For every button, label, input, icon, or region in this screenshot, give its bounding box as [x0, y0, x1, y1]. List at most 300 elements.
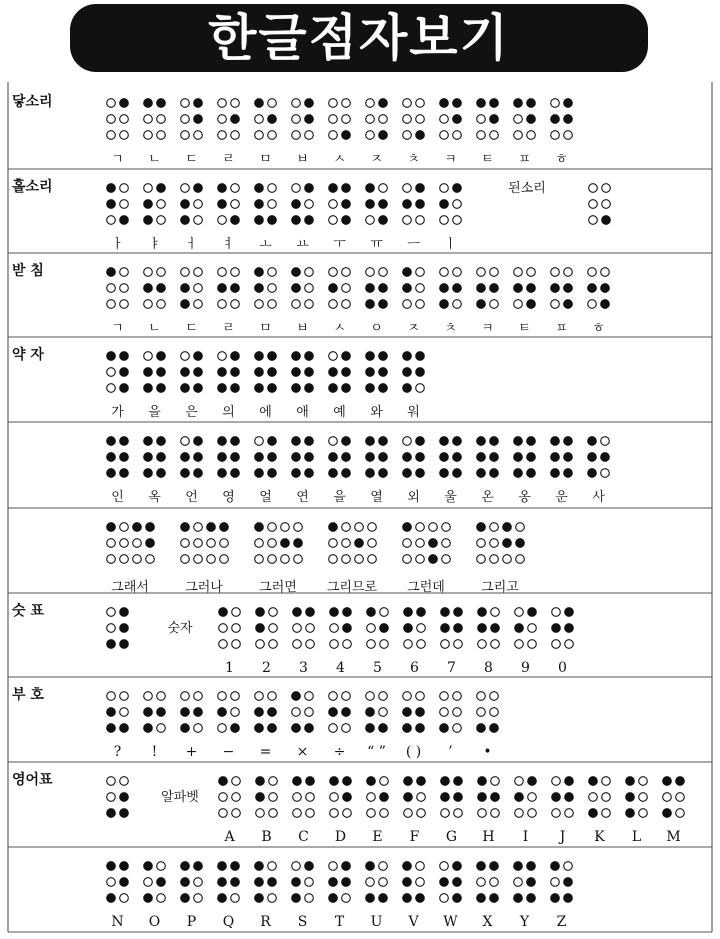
- raised-dot: [343, 777, 352, 786]
- flat-dot: [440, 268, 449, 277]
- section-label: 숫 표: [12, 603, 44, 619]
- raised-dot: [514, 437, 523, 446]
- raised-dot: [231, 352, 240, 361]
- braille-cell: [366, 692, 388, 733]
- flat-dot: [639, 777, 648, 786]
- raised-dot: [157, 99, 166, 108]
- flat-dot: [157, 268, 166, 277]
- braille-cell: [218, 692, 240, 733]
- raised-dot: [503, 523, 512, 532]
- cell-caption: J: [559, 829, 566, 845]
- section-label: 닿소리: [12, 94, 53, 110]
- braille-cell: [440, 692, 462, 733]
- flat-dot: [194, 894, 203, 903]
- flat-dot: [416, 523, 425, 532]
- raised-dot: [268, 708, 277, 717]
- flat-dot: [367, 793, 376, 802]
- raised-dot: [404, 624, 413, 633]
- raised-dot: [379, 131, 388, 140]
- flat-dot: [564, 131, 573, 140]
- braille-cell: [440, 99, 462, 140]
- raised-dot: [478, 793, 487, 802]
- cell-caption: G: [445, 829, 458, 845]
- raised-dot: [120, 878, 129, 887]
- braille-cell: [663, 777, 685, 818]
- flat-dot: [255, 115, 264, 124]
- flat-dot: [120, 200, 129, 209]
- section-label: 받 침: [12, 263, 44, 279]
- flat-dot: [107, 216, 116, 225]
- flat-dot: [528, 793, 537, 802]
- raised-dot: [255, 878, 264, 887]
- raised-dot: [329, 453, 338, 462]
- flat-dot: [403, 184, 412, 193]
- flat-dot: [663, 793, 672, 802]
- flat-dot: [231, 200, 240, 209]
- flat-dot: [440, 184, 449, 193]
- raised-dot: [329, 469, 338, 478]
- flat-dot: [329, 724, 338, 733]
- raised-dot: [440, 300, 449, 309]
- raised-dot: [342, 862, 351, 871]
- raised-dot: [366, 284, 375, 293]
- flat-dot: [255, 131, 264, 140]
- raised-dot: [477, 437, 486, 446]
- cell-caption: +: [185, 744, 198, 760]
- raised-dot: [255, 368, 264, 377]
- flat-dot: [194, 539, 203, 548]
- raised-dot: [602, 216, 611, 225]
- flat-dot: [107, 793, 116, 802]
- raised-dot: [527, 469, 536, 478]
- flat-dot: [342, 539, 351, 548]
- raised-dot: [626, 809, 635, 818]
- raised-dot: [256, 793, 265, 802]
- flat-dot: [293, 793, 302, 802]
- braille-cell: [552, 777, 574, 818]
- flat-dot: [417, 624, 426, 633]
- raised-dot: [305, 453, 314, 462]
- raised-dot: [551, 115, 560, 124]
- raised-dot: [181, 708, 190, 717]
- flat-dot: [342, 115, 351, 124]
- cell-caption: ㅅ: [333, 321, 346, 336]
- flat-dot: [515, 809, 524, 818]
- raised-dot: [453, 878, 462, 887]
- flat-dot: [416, 555, 425, 564]
- raised-dot: [565, 793, 574, 802]
- braille-cell: [589, 184, 611, 225]
- braille-cell: [477, 523, 499, 564]
- flat-dot: [551, 300, 560, 309]
- braille-cell: [588, 437, 610, 478]
- flat-dot: [552, 777, 561, 786]
- flat-dot: [292, 708, 301, 717]
- flat-dot: [440, 115, 449, 124]
- flat-dot: [442, 539, 451, 548]
- flat-dot: [306, 793, 315, 802]
- flat-dot: [181, 437, 190, 446]
- cell-caption: ㅓ: [185, 237, 198, 252]
- raised-dot: [355, 539, 364, 548]
- flat-dot: [120, 184, 129, 193]
- flat-dot: [528, 640, 537, 649]
- braille-cell: [514, 862, 536, 903]
- raised-dot: [564, 453, 573, 462]
- flat-dot: [329, 555, 338, 564]
- raised-dot: [403, 708, 412, 717]
- braille-cell: [477, 692, 499, 733]
- raised-dot: [305, 469, 314, 478]
- raised-dot: [120, 469, 129, 478]
- raised-dot: [255, 99, 264, 108]
- cell-caption: R: [260, 914, 271, 930]
- flat-dot: [355, 523, 364, 532]
- flat-dot: [676, 809, 685, 818]
- raised-dot: [218, 878, 227, 887]
- raised-dot: [181, 368, 190, 377]
- braille-cell: [403, 99, 425, 140]
- flat-dot: [355, 555, 364, 564]
- raised-dot: [194, 352, 203, 361]
- flat-dot: [231, 184, 240, 193]
- flat-dot: [181, 555, 190, 564]
- braille-cell: [330, 777, 352, 818]
- braille-cell: [107, 437, 129, 478]
- cell-caption: ㅑ: [148, 237, 161, 252]
- raised-dot: [454, 777, 463, 786]
- raised-dot: [403, 453, 412, 462]
- raised-dot: [231, 469, 240, 478]
- flat-dot: [144, 131, 153, 140]
- raised-dot: [416, 708, 425, 717]
- flat-dot: [219, 793, 228, 802]
- flat-dot: [440, 894, 449, 903]
- braille-cell: [218, 184, 240, 225]
- raised-dot: [144, 894, 153, 903]
- flat-dot: [268, 200, 277, 209]
- cell-caption: F: [409, 829, 420, 845]
- braille-cell: [292, 268, 314, 309]
- cell-caption: ㅏ: [111, 237, 124, 252]
- braille-cell: [292, 352, 314, 393]
- cell-caption: 운: [555, 490, 568, 505]
- flat-dot: [342, 300, 351, 309]
- raised-dot: [268, 216, 277, 225]
- raised-dot: [527, 115, 536, 124]
- braille-cell: [144, 692, 166, 733]
- flat-dot: [305, 878, 314, 887]
- raised-dot: [588, 437, 597, 446]
- flat-dot: [601, 268, 610, 277]
- raised-dot: [515, 624, 524, 633]
- raised-dot: [120, 608, 129, 617]
- flat-dot: [232, 608, 241, 617]
- flat-dot: [181, 184, 190, 193]
- braille-cell: [255, 352, 277, 393]
- flat-dot: [181, 99, 190, 108]
- cell-caption: 인: [111, 490, 124, 505]
- raised-dot: [564, 894, 573, 903]
- braille-cell: [367, 608, 389, 649]
- cell-caption: ㅋ: [481, 321, 494, 336]
- raised-dot: [107, 469, 116, 478]
- raised-dot: [477, 523, 486, 532]
- raised-dot: [330, 777, 339, 786]
- braille-cell: [329, 437, 351, 478]
- raised-dot: [120, 809, 129, 818]
- raised-dot: [157, 878, 166, 887]
- raised-dot: [146, 539, 155, 548]
- flat-dot: [490, 878, 499, 887]
- cell-caption: H: [482, 829, 495, 845]
- raised-dot: [416, 894, 425, 903]
- raised-dot: [305, 115, 314, 124]
- flat-dot: [342, 724, 351, 733]
- raised-dot: [144, 862, 153, 871]
- cell-caption: 5: [373, 660, 382, 676]
- raised-dot: [157, 184, 166, 193]
- raised-dot: [490, 437, 499, 446]
- flat-dot: [366, 692, 375, 701]
- flat-dot: [453, 300, 462, 309]
- raised-dot: [416, 131, 425, 140]
- flat-dot: [329, 692, 338, 701]
- raised-dot: [379, 469, 388, 478]
- flat-dot: [144, 268, 153, 277]
- cell-caption: 2: [262, 660, 271, 676]
- cell-caption: B: [261, 829, 272, 845]
- flat-dot: [330, 809, 339, 818]
- braille-cell: [330, 608, 352, 649]
- flat-dot: [292, 184, 301, 193]
- raised-dot: [527, 453, 536, 462]
- braille-cell: [329, 184, 351, 225]
- flat-dot: [218, 115, 227, 124]
- braille-cell: [292, 184, 314, 225]
- flat-dot: [120, 894, 129, 903]
- cell-caption: Z: [556, 914, 567, 930]
- raised-dot: [552, 793, 561, 802]
- cell-caption: ㄹ: [222, 321, 235, 336]
- raised-dot: [292, 878, 301, 887]
- raised-dot: [440, 99, 449, 108]
- raised-dot: [342, 469, 351, 478]
- braille-cell: [329, 352, 351, 393]
- raised-dot: [305, 437, 314, 446]
- flat-dot: [292, 115, 301, 124]
- raised-dot: [477, 300, 486, 309]
- braille-cell: [255, 99, 277, 140]
- cell-caption: 옹: [518, 490, 531, 505]
- cell-caption: U: [370, 914, 383, 930]
- flat-dot: [268, 268, 277, 277]
- raised-dot: [107, 352, 116, 361]
- raised-dot: [403, 523, 412, 532]
- flat-dot: [255, 539, 264, 548]
- cell-caption: 가: [111, 405, 124, 420]
- braille-cell: [181, 437, 203, 478]
- raised-dot: [441, 777, 450, 786]
- raised-dot: [403, 384, 412, 393]
- raised-dot: [343, 608, 352, 617]
- flat-dot: [343, 809, 352, 818]
- flat-dot: [220, 555, 229, 564]
- flat-dot: [380, 777, 389, 786]
- raised-dot: [218, 200, 227, 209]
- flat-dot: [157, 692, 166, 701]
- flat-dot: [453, 200, 462, 209]
- raised-dot: [220, 523, 229, 532]
- raised-dot: [527, 894, 536, 903]
- cell-caption: Q: [222, 914, 235, 930]
- flat-dot: [490, 555, 499, 564]
- braille-cell: [218, 862, 240, 903]
- cell-caption: K: [594, 829, 605, 845]
- cell-caption: ㅕ: [222, 237, 235, 252]
- flat-dot: [490, 539, 499, 548]
- flat-dot: [380, 608, 389, 617]
- raised-dot: [453, 862, 462, 871]
- flat-dot: [268, 300, 277, 309]
- flat-dot: [144, 352, 153, 361]
- cell-caption: 영: [222, 490, 235, 505]
- raised-dot: [255, 523, 264, 532]
- raised-dot: [218, 437, 227, 446]
- flat-dot: [194, 131, 203, 140]
- flat-dot: [232, 624, 241, 633]
- flat-dot: [366, 99, 375, 108]
- raised-dot: [515, 793, 524, 802]
- flat-dot: [551, 131, 560, 140]
- braille-cell: [329, 268, 351, 309]
- cell-caption: ㅁ: [259, 152, 272, 167]
- flat-dot: [292, 862, 301, 871]
- cell-caption: 열: [370, 490, 383, 505]
- cell-caption: X: [482, 914, 493, 930]
- flat-dot: [602, 200, 611, 209]
- raised-dot: [293, 777, 302, 786]
- cell-caption: 와: [370, 405, 383, 420]
- raised-dot: [342, 384, 351, 393]
- cell-caption: 4: [336, 660, 345, 676]
- braille-cell: [218, 99, 240, 140]
- flat-dot: [366, 131, 375, 140]
- flat-dot: [551, 878, 560, 887]
- braille-cell: [551, 862, 573, 903]
- braille-cell: [181, 692, 203, 733]
- raised-dot: [268, 368, 277, 377]
- raised-dot: [144, 724, 153, 733]
- flat-dot: [144, 692, 153, 701]
- flat-dot: [157, 724, 166, 733]
- cell-caption: V: [408, 914, 419, 930]
- flat-dot: [107, 692, 116, 701]
- cell-caption: 에: [259, 405, 272, 420]
- flat-dot: [218, 268, 227, 277]
- raised-dot: [120, 862, 129, 871]
- braille-cell: [292, 99, 314, 140]
- raised-dot: [588, 284, 597, 293]
- flat-dot: [416, 216, 425, 225]
- braille-cell: [366, 268, 388, 309]
- raised-dot: [366, 894, 375, 903]
- flat-dot: [329, 862, 338, 871]
- flat-dot: [268, 862, 277, 871]
- raised-dot: [293, 608, 302, 617]
- flat-dot: [552, 608, 561, 617]
- braille-cell: [477, 437, 499, 478]
- raised-dot: [366, 384, 375, 393]
- braille-cell: [404, 777, 426, 818]
- raised-dot: [157, 368, 166, 377]
- flat-dot: [329, 437, 338, 446]
- flat-dot: [601, 437, 610, 446]
- flat-dot: [231, 131, 240, 140]
- flat-dot: [218, 99, 227, 108]
- raised-dot: [231, 453, 240, 462]
- flat-dot: [516, 555, 525, 564]
- flat-dot: [564, 268, 573, 277]
- raised-dot: [157, 284, 166, 293]
- flat-dot: [292, 99, 301, 108]
- cell-caption: 9: [521, 660, 530, 676]
- raised-dot: [527, 862, 536, 871]
- braille-cell: [181, 523, 203, 564]
- raised-dot: [181, 216, 190, 225]
- raised-dot: [219, 777, 228, 786]
- raised-dot: [380, 624, 389, 633]
- flat-dot: [514, 878, 523, 887]
- cell-caption: 사: [592, 490, 605, 505]
- flat-dot: [305, 284, 314, 293]
- flat-dot: [368, 555, 377, 564]
- raised-dot: [120, 453, 129, 462]
- flat-dot: [329, 131, 338, 140]
- raised-dot: [157, 469, 166, 478]
- flat-dot: [516, 523, 525, 532]
- flat-dot: [367, 809, 376, 818]
- raised-dot: [490, 724, 499, 733]
- braille-cell: [403, 692, 425, 733]
- raised-dot: [589, 809, 598, 818]
- raised-dot: [255, 708, 264, 717]
- raised-dot: [366, 300, 375, 309]
- raised-dot: [477, 99, 486, 108]
- raised-dot: [403, 352, 412, 361]
- cell-caption: 8: [484, 660, 493, 676]
- raised-dot: [565, 608, 574, 617]
- cell-caption: L: [631, 829, 642, 845]
- raised-dot: [194, 368, 203, 377]
- braille-cell: [366, 184, 388, 225]
- raised-dot: [551, 862, 560, 871]
- cell-caption: 0: [558, 660, 567, 676]
- braille-cell: [441, 608, 463, 649]
- cell-caption: ㅗ: [259, 237, 272, 252]
- raised-dot: [218, 368, 227, 377]
- flat-dot: [305, 300, 314, 309]
- flat-dot: [564, 862, 573, 871]
- braille-cell: [403, 184, 425, 225]
- raised-dot: [120, 437, 129, 446]
- flat-dot: [255, 300, 264, 309]
- raised-dot: [565, 624, 574, 633]
- cell-caption: ㅈ: [407, 321, 420, 336]
- flat-dot: [565, 809, 574, 818]
- braille-cell: [293, 777, 315, 818]
- flat-dot: [120, 708, 129, 717]
